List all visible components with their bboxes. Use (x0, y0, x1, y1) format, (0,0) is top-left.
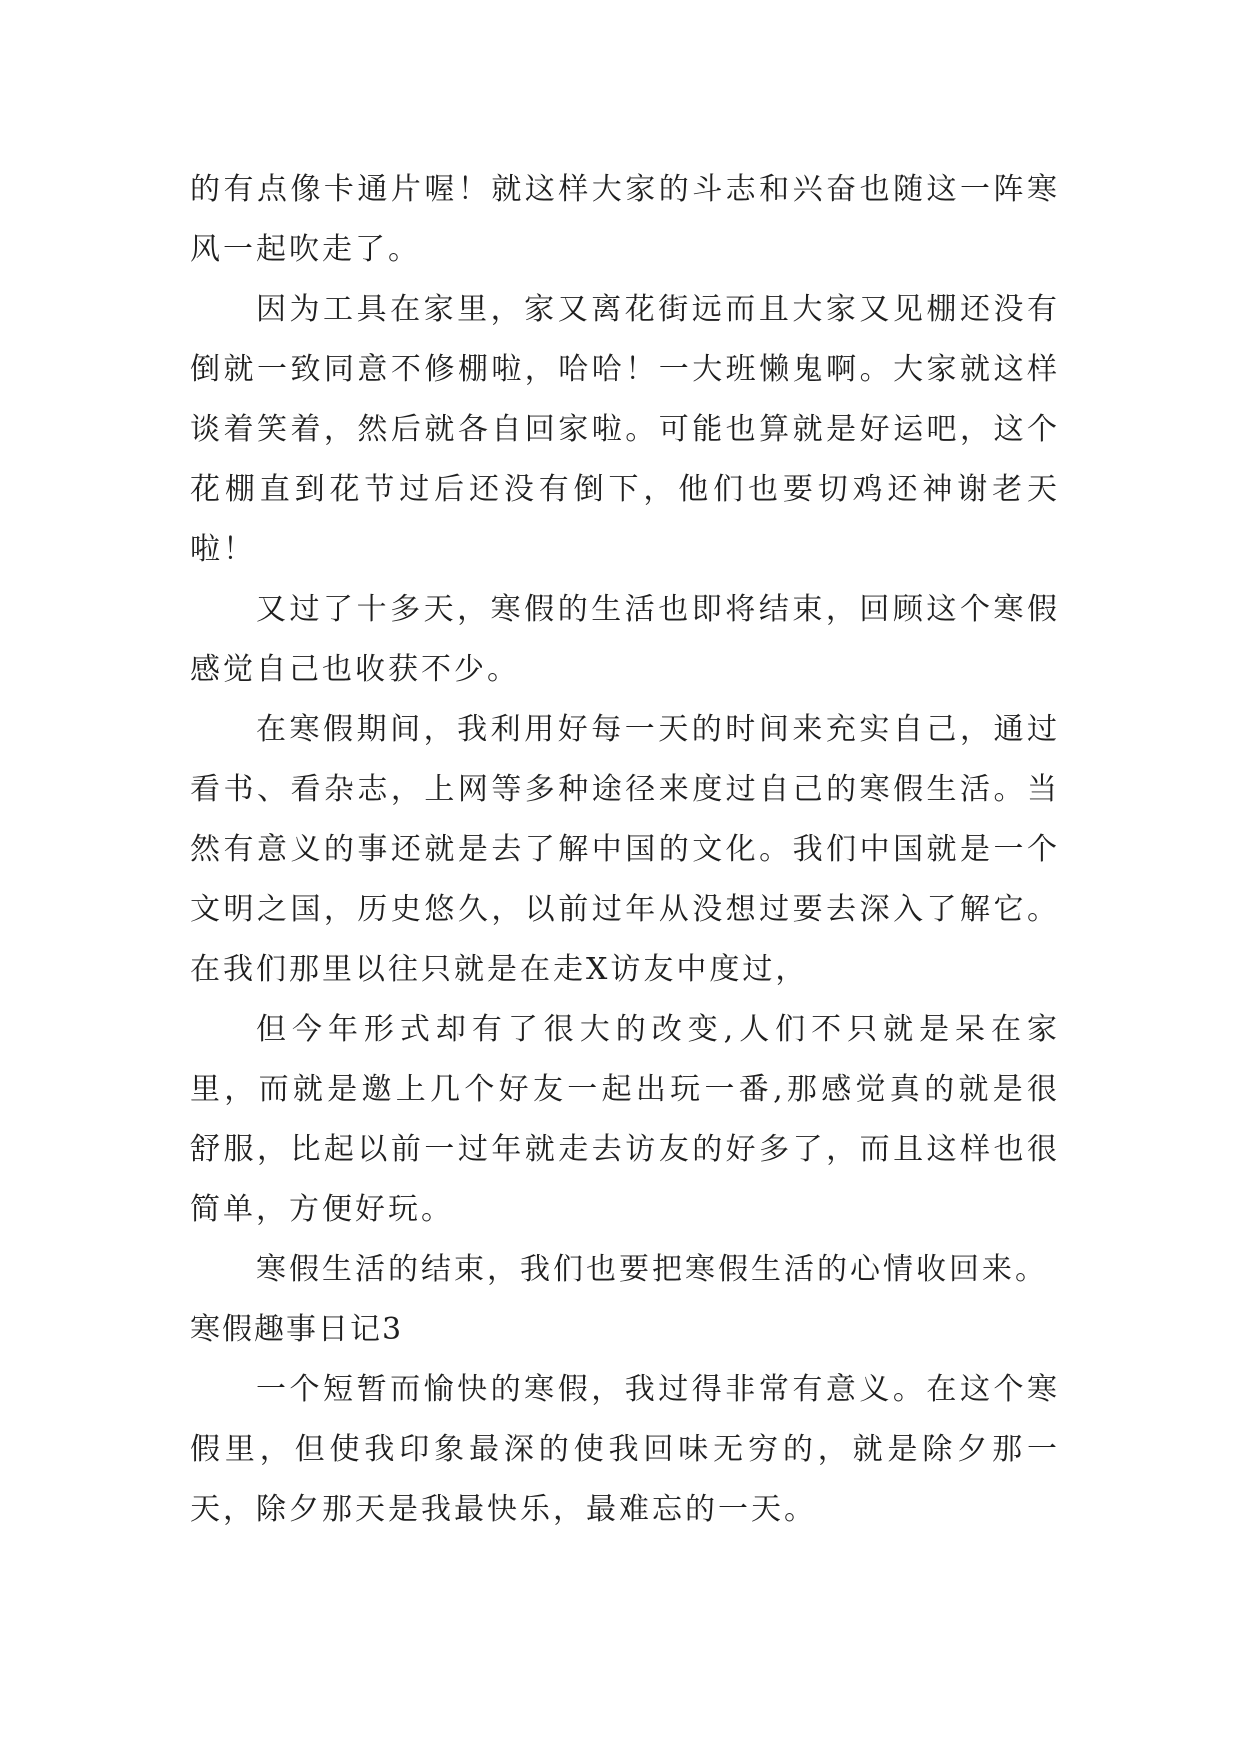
paragraph-new-year-eve: 一个短暂而愉快的寒假，我过得非常有意义。在这个寒假里，但使我印象最深的使我回味无穷的，就是除夕那一天，除夕那天是我最快乐，最难忘的一天。 (190, 1372, 1060, 1527)
paragraph-this-year-change: 但今年形式却有了很大的改变,人们不只就是呆在家里，而就是邀上几个好友一起出玩一番,那感觉真的就是很舒服，比起以前一过年就走去访友的好多了，而且这样也很简单，方便好玩。 (190, 1012, 1060, 1227)
paragraph-ten-days-later: 又过了十多天，寒假的生活也即将结束，回顾这个寒假感觉自己也收获不少。 (190, 592, 1060, 687)
section-title: 寒假趣事日记3 (190, 1312, 404, 1347)
paragraph-tools-at-home: 因为工具在家里，家又离花街远而且大家又见棚还没有倒就一致同意不修棚啦，哈哈！一大班懒鬼啊。大家就这样谈着笑着，然后就各自回家啦。可能也算就是好运吧，这个花棚直到花节过后还没有倒下，他们也要切鸡还神谢老天啦！ (190, 292, 1060, 567)
paragraph-vacation-ending: 寒假生活的结束，我们也要把寒假生活的心情收回来。 (256, 1252, 1048, 1287)
document-body (190, 160, 1060, 1540)
paragraph-continuation: 的有点像卡通片喔！就这样大家的斗志和兴奋也随这一阵寒风一起吹走了。 (190, 172, 1060, 267)
paragraph-during-vacation: 在寒假期间，我利用好每一天的时间来充实自己，通过看书、看杂志，上网等多种途径来度过自己的寒假生活。当然有意义的事还就是去了解中国的文化。我们中国就是一个文明之国，历史悠久，以前过年从没想过要去深入了解它。在我们那里以往只就是在走X访友中度过， (190, 712, 1060, 987)
